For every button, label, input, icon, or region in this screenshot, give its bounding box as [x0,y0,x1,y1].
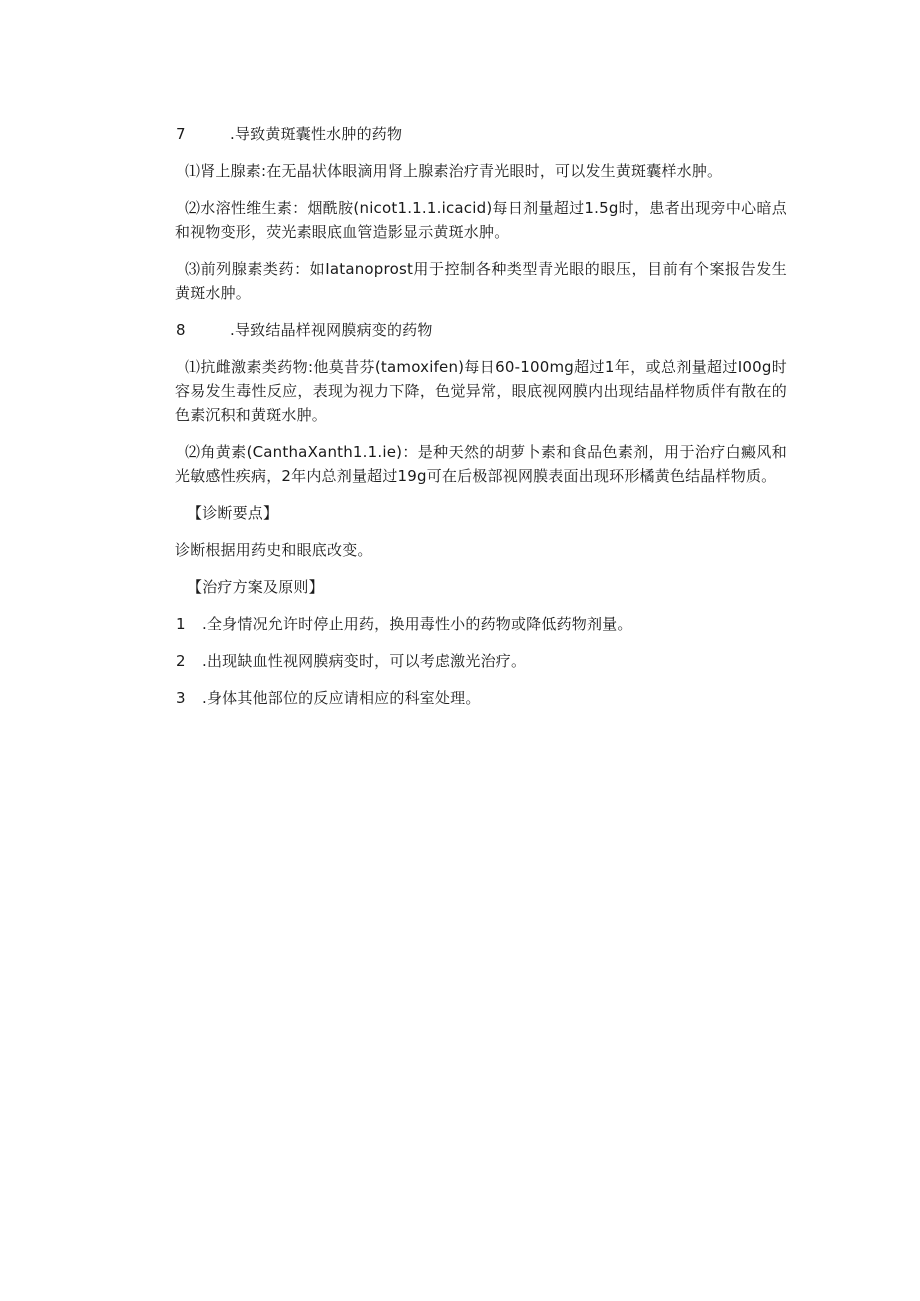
section-title: .导致结晶样视网膜病变的药物 [230,321,433,339]
diagnosis-text: 诊断根据用药史和眼底改变。 [175,541,373,559]
item-text: .出现缺血性视网膜病变时，可以考虑激光治疗。 [202,652,527,670]
paragraph-tamoxifen: ⑴抗雌激素类药物:他莫昔芬(tamoxifen)每日60-100mg超过1年，或总剂量超过I00g时容易发生毒性反应，表现为视力下降，色觉异常，眼底视网膜内出现结晶样物质伴有散在的色素沉积和黄斑水肿。 [175,358,787,424]
paragraph-canthaxanthin: ⑵角黄素(CanthaXanth1.1.ie)：是种天然的胡萝卜素和食品色素剂，用于治疗白癜风和光敏感性疾病，2年内总剂量超过19g可在后极部视网膜表面出现环形橘黄色结晶样物质。 [175,443,787,485]
section-7-heading [175,122,787,146]
treatment-heading: 【治疗方案及原则】 [187,578,324,596]
item-text: .身体其他部位的反应请相应的科室处理。 [202,689,481,707]
paragraph-nicotinamide: ⑵水溶性维生素：烟酰胺(nicot1.1.1.icacid)每日剂量超过1.5g时，患者出现旁中心暗点和视物变形，荧光素眼底血管造影显示黄斑水肿。 [175,199,787,241]
item-number: 2 [176,652,186,670]
section-8-heading [175,318,787,342]
item-number: 3 [176,689,186,707]
treatment-item [175,612,787,636]
treatment-item [175,686,787,710]
section-number: 7 [176,125,186,143]
section-title: .导致黄斑囊性水肿的药物 [230,125,403,143]
document-body [175,122,787,723]
paragraph-epinephrine: ⑴肾上腺素:在无晶状体眼滴用肾上腺素治疗青光眼时，可以发生黄斑囊样水肿。 [185,162,723,180]
item-number: 1 [176,615,186,633]
treatment-item [175,649,787,673]
item-text: .全身情况允许时停止用药，换用毒性小的药物或降低药物剂量。 [202,615,633,633]
section-number: 8 [176,321,186,339]
paragraph-prostaglandin: ⑶前列腺素类药：如Iatanoprost用于控制各种类型青光眼的眼压，目前有个案报告发生黄斑水肿。 [175,260,787,302]
diagnosis-heading: 【诊断要点】 [187,504,279,522]
